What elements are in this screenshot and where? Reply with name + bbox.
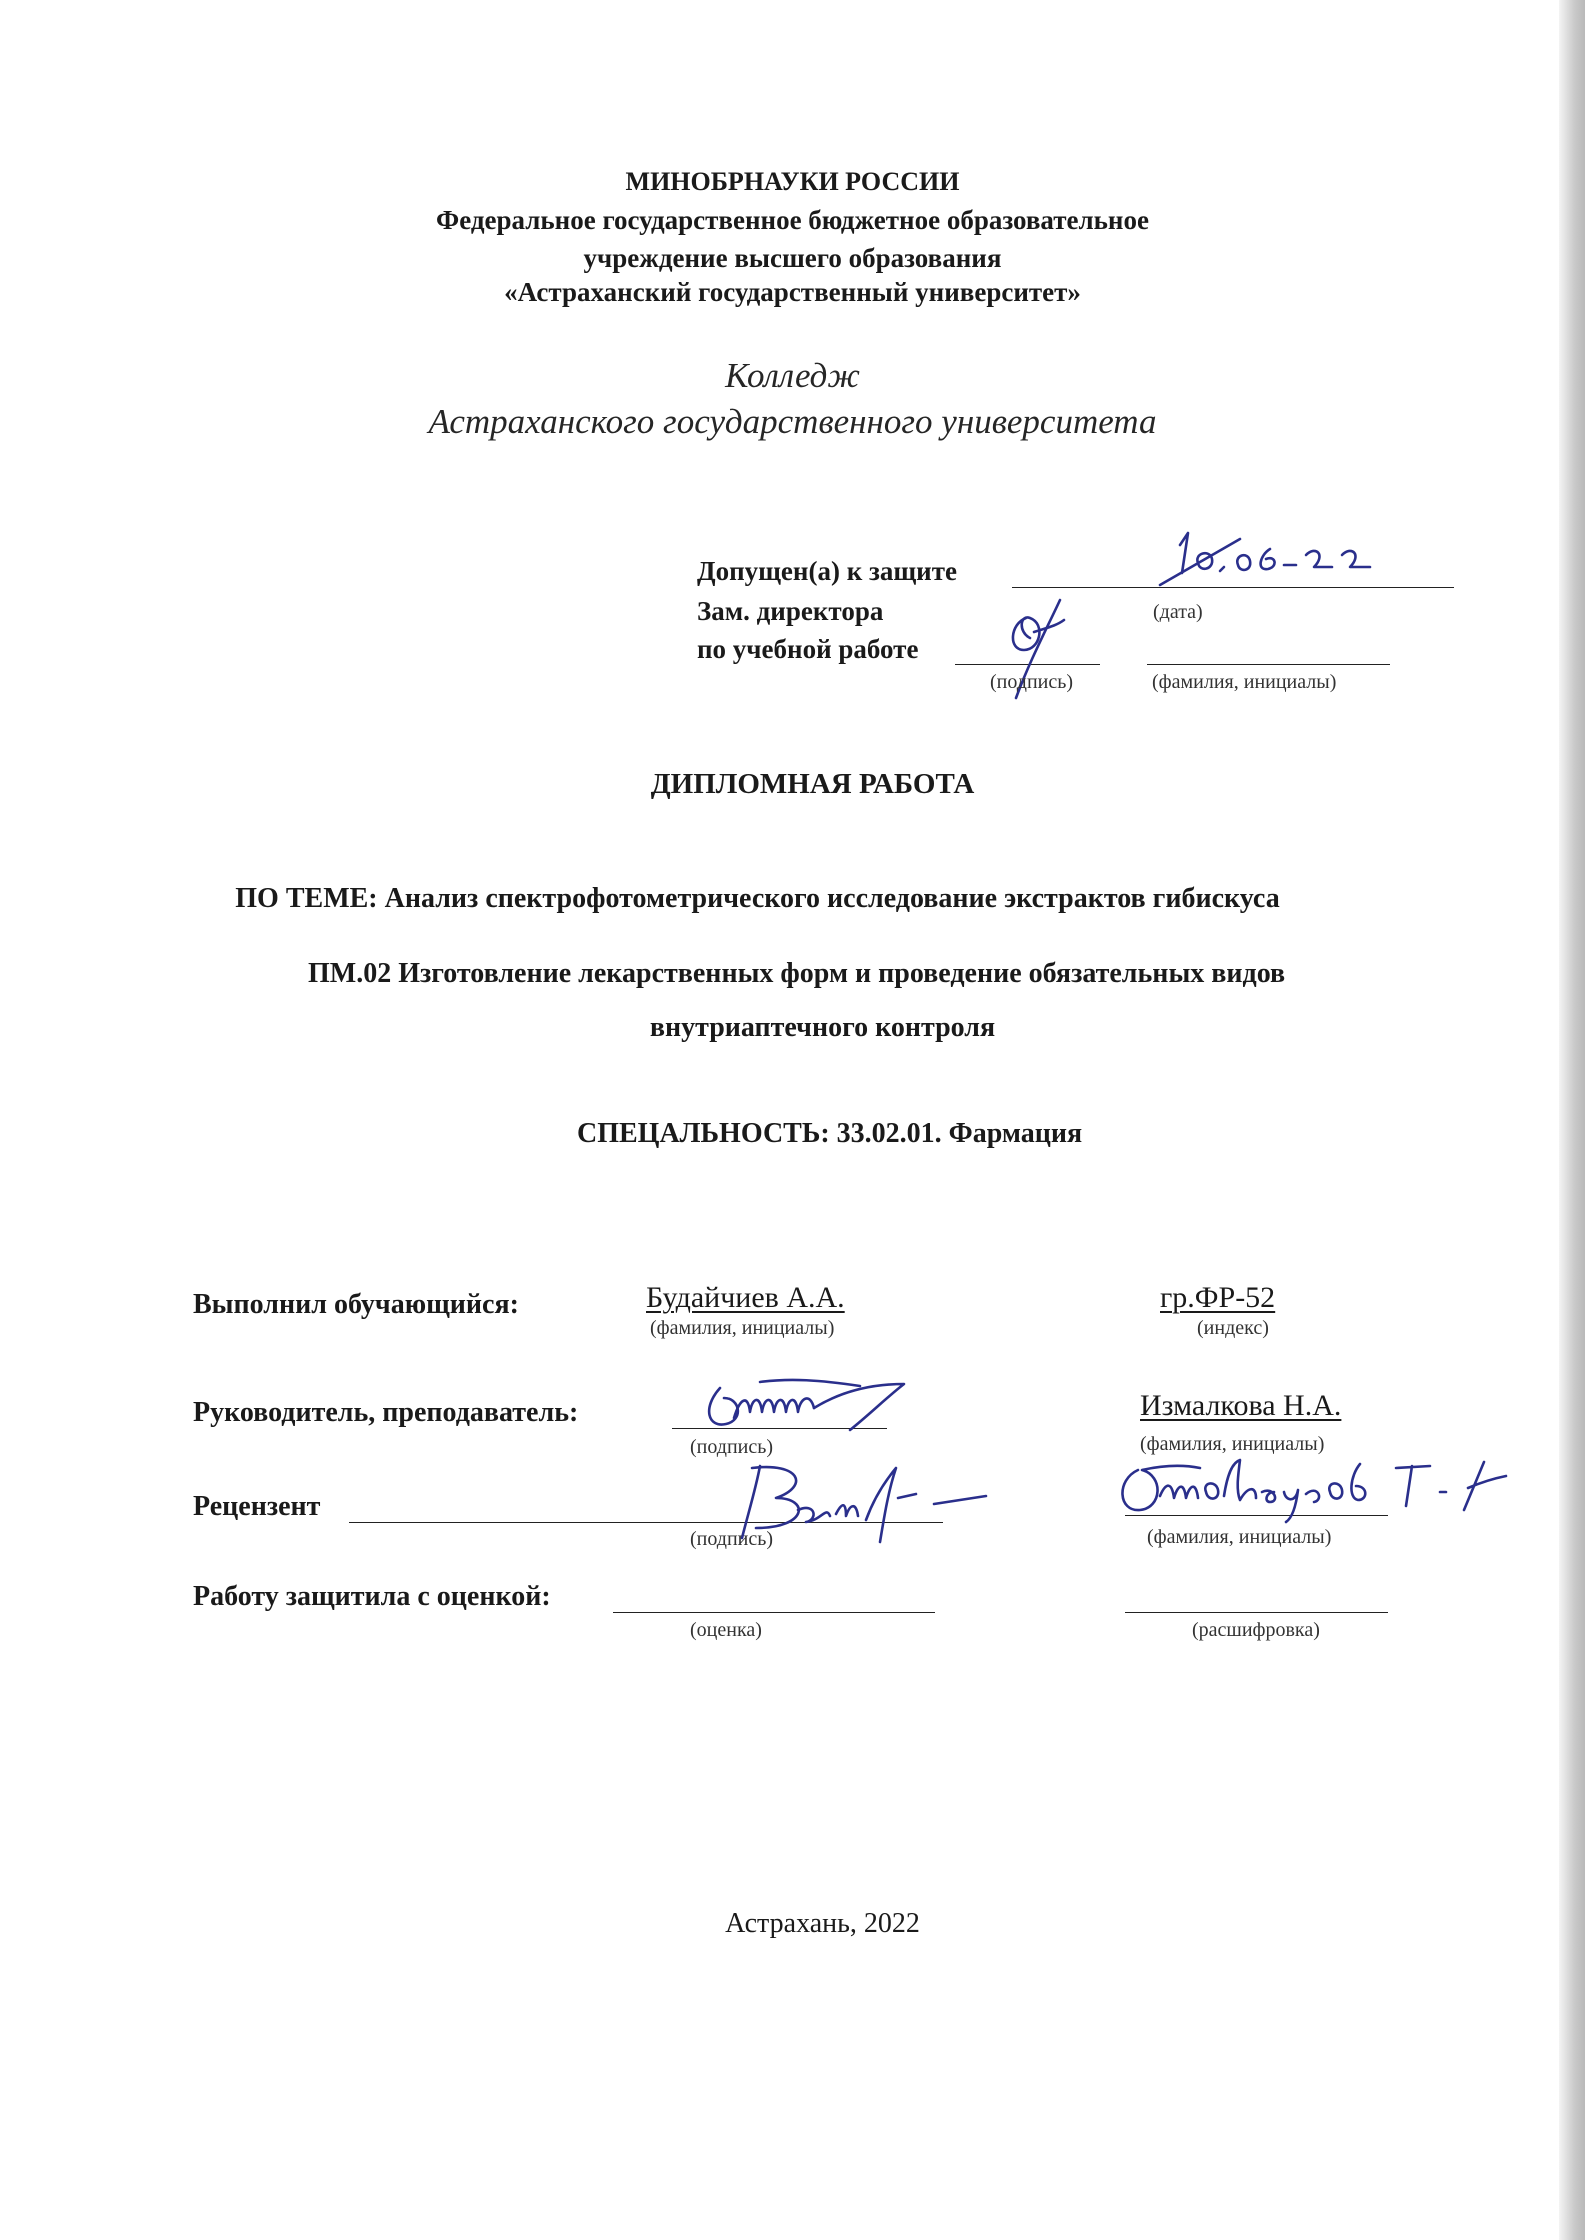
grade-caption: (оценка)	[690, 1619, 762, 1641]
work-topic: ПО ТЕМЕ: Анализ спектрофотометрического исследование экстрактов гибискуса	[235, 883, 1280, 914]
academic-work-label: по учебной работе	[697, 634, 919, 664]
grade-line	[613, 1612, 935, 1613]
student-group-caption: (индекс)	[1197, 1317, 1269, 1339]
admitted-label: Допущен(а) к защите	[697, 556, 957, 586]
date-handwriting	[1120, 525, 1420, 595]
module-line-2: внутриаптечного контроля	[649, 1012, 996, 1043]
ministry-name: МИНОБРНАУКИ РОССИИ	[625, 167, 960, 196]
institution-line-1: Федеральное государственное бюджетное образовательное	[436, 205, 1149, 235]
student-label: Выполнил обучающийся:	[193, 1289, 519, 1320]
reviewer-label: Рецензент	[193, 1491, 321, 1522]
module-line-1: ПМ.02 Изготовление лекарственных форм и проведение обязательных видов	[308, 958, 1286, 989]
date-caption: (дата)	[1153, 601, 1203, 623]
supervisor-signature	[690, 1368, 950, 1438]
college-line-2: Астраханского государственного университета	[428, 402, 1157, 441]
specialty: СПЕЦАЛЬНОСТЬ: 33.02.01. Фармация	[577, 1118, 1083, 1149]
approval-name-caption: (фамилия, инициалы)	[1152, 671, 1337, 693]
student-name-caption: (фамилия, инициалы)	[650, 1317, 835, 1339]
approval-name-line	[1147, 664, 1390, 665]
student-group: гр.ФР-52	[1160, 1281, 1276, 1314]
university-name: «Астраханский государственный университет»	[504, 277, 1081, 307]
supervisor-label: Руководитель, преподаватель:	[193, 1397, 579, 1428]
decoding-caption: (расшифровка)	[1192, 1619, 1320, 1641]
supervisor-name-caption: (фамилия, инициалы)	[1140, 1433, 1325, 1455]
deputy-director-label: Зам. директора	[697, 596, 884, 626]
reviewer-name-caption: (фамилия, инициалы)	[1147, 1526, 1332, 1548]
institution-line-2: учреждение высшего образования	[583, 243, 1002, 273]
college-line-1: Колледж	[725, 356, 860, 395]
approval-signature-caption: (подпись)	[990, 671, 1074, 693]
student-name: Будайчиев А.А.	[646, 1281, 845, 1314]
grade-label: Работу защитила с оценкой:	[193, 1581, 551, 1612]
city-year: Астрахань, 2022	[725, 1908, 920, 1939]
decoding-line	[1125, 1612, 1388, 1613]
supervisor-name: Измалкова Н.А.	[1140, 1389, 1342, 1422]
supervisor-signature-caption: (подпись)	[690, 1436, 774, 1458]
reviewer-name-handwriting	[1110, 1452, 1540, 1524]
reviewer-signature-caption: (подпись)	[690, 1528, 774, 1550]
work-type: ДИПЛОМНАЯ РАБОТА	[650, 768, 975, 800]
scan-edge-shadow	[1559, 0, 1585, 2240]
